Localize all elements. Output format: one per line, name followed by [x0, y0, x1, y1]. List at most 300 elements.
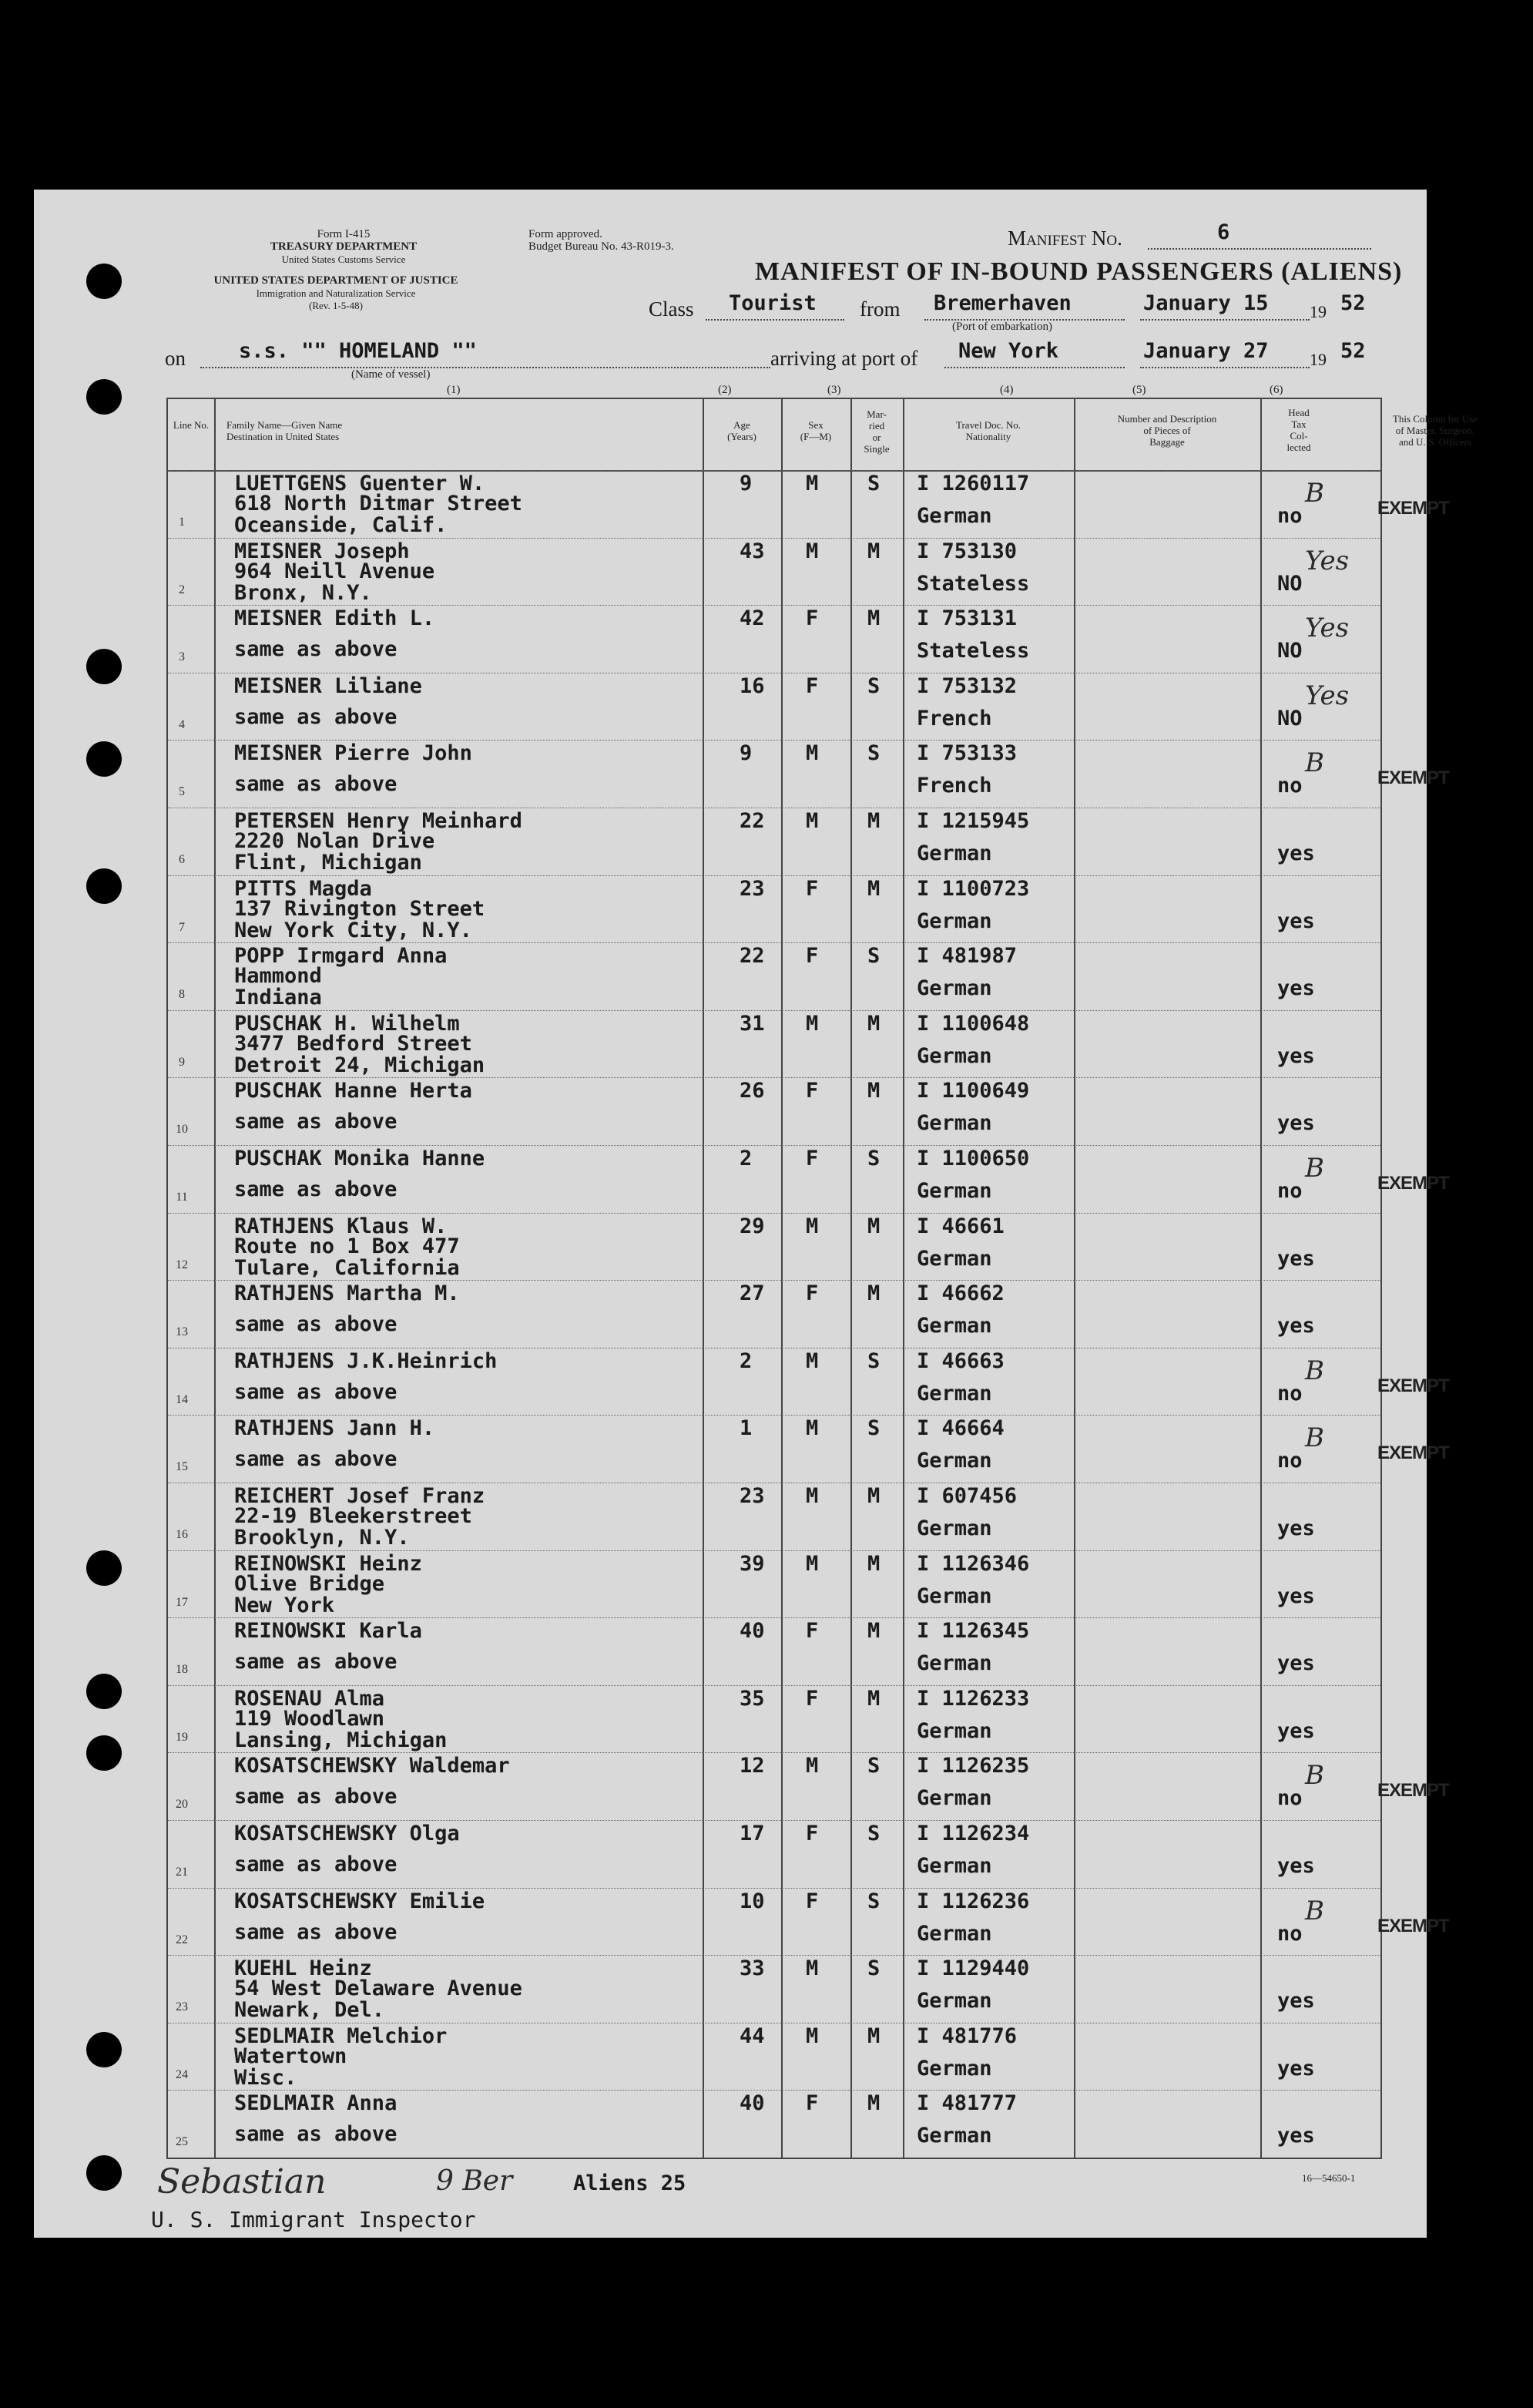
nationality: French: [917, 774, 992, 798]
destination-address: 618 North Ditmar Street: [234, 492, 522, 516]
destination-address: same as above: [234, 1447, 398, 1472]
destination-address: 964 Neill Avenue: [234, 559, 435, 583]
travel-doc-number: I 753133: [917, 741, 1018, 766]
marital-status: S: [867, 1889, 881, 1913]
nationality: German: [917, 1921, 992, 1946]
travel-doc-number: I 1126236: [917, 1889, 1030, 1913]
table-row: [168, 1685, 1380, 1754]
travel-doc-number: I 1126234: [917, 1822, 1030, 1845]
destination-address: same as above: [234, 637, 398, 662]
destination-address: same as above: [234, 1852, 398, 1876]
punch-hole: [86, 264, 122, 299]
destination-address: Flint, Michigan: [234, 851, 422, 875]
head-tax-collected: yes: [1277, 1651, 1315, 1676]
exempt-stamp: EXEMPT: [1377, 1780, 1449, 1802]
passenger-sex: F: [806, 606, 819, 631]
year-prefix: 19: [1310, 350, 1327, 369]
line-number: 24: [176, 2067, 188, 2081]
line-number: 15: [176, 1460, 188, 1474]
passenger-age: 2: [740, 1348, 753, 1373]
destination-address: same as above: [234, 1379, 398, 1404]
nationality: German: [917, 2056, 992, 2081]
exempt-stamp: EXEMPT: [1377, 1915, 1449, 1936]
nationality: German: [917, 1584, 992, 1608]
passenger-sex: F: [806, 673, 819, 698]
head-tax-collected: no: [1277, 504, 1303, 528]
marital-status: M: [867, 1011, 881, 1036]
passenger-age: 16: [740, 673, 765, 698]
table-row: [168, 1550, 1380, 1619]
passenger-name: KUEHL Heinz: [234, 1956, 372, 1981]
marital-status: M: [867, 1551, 881, 1576]
passenger-age: 9: [740, 741, 753, 766]
handwritten-mark: B: [1305, 1355, 1324, 1386]
nationality: German: [917, 1786, 992, 1811]
destination-address: Lansing, Michigan: [234, 1728, 448, 1752]
exempt-stamp: EXEMPT: [1377, 1173, 1449, 1194]
passenger-name: RATHJENS J.K.Heinrich: [234, 1348, 498, 1373]
destination-address: 2220 Nolan Drive: [234, 829, 435, 853]
destination-address: 119 Woodlawn: [234, 1706, 385, 1731]
arrival-port: New York: [958, 339, 1059, 363]
destination-address: Detroit 24, Michigan: [234, 1053, 485, 1077]
passenger-name: PUSCHAK Hanne Herta: [234, 1079, 472, 1103]
nationality: German: [917, 841, 992, 865]
nationality: German: [917, 1651, 992, 1676]
handwritten-mark: B: [1305, 1422, 1324, 1454]
head-tax-collected: yes: [1277, 841, 1315, 865]
marital-status: S: [867, 1348, 881, 1373]
travel-doc-number: I 46663: [917, 1348, 1005, 1373]
head-tax-collected: yes: [1277, 908, 1315, 933]
passenger-name: KOSATSCHEWSKY Emilie: [234, 1889, 485, 1913]
passenger-sex: M: [806, 1348, 819, 1373]
passenger-name: LUETTGENS Guenter W.: [234, 472, 485, 495]
passenger-sex: M: [806, 741, 819, 766]
passenger-name: REINOWSKI Karla: [234, 1619, 422, 1644]
destination-address: New York: [234, 1593, 335, 1617]
vessel-name: s.s. "" HOMELAND "": [239, 339, 477, 363]
head-tax-collected: yes: [1277, 1718, 1315, 1743]
nationality: German: [917, 1043, 992, 1068]
travel-doc-number: I 1100648: [917, 1011, 1030, 1036]
header-baggage: Number and Description of Pieces of Baggage: [1117, 413, 1217, 448]
passenger-sex: M: [806, 1551, 819, 1576]
passenger-name: PUSCHAK Monika Hanne: [234, 1147, 485, 1170]
passenger-age: 31: [740, 1011, 765, 1036]
customs-service: United States Customs Service: [281, 254, 406, 265]
passenger-name: ROSENAU Alma: [234, 1686, 385, 1711]
marital-status: S: [867, 1956, 881, 1981]
handwritten-mark: B: [1305, 1895, 1324, 1926]
marital-status: S: [867, 673, 881, 698]
line-number: 3: [179, 650, 185, 664]
marital-status: M: [867, 809, 881, 833]
marital-status: M: [867, 539, 881, 563]
destination-address: 3477 Bedford Street: [234, 1031, 472, 1056]
passenger-age: 40: [740, 1619, 765, 1644]
travel-doc-number: I 753131: [917, 606, 1018, 631]
destination-address: 137 Rivington Street: [234, 896, 485, 921]
column-number: (4): [1000, 384, 1014, 396]
travel-doc-number: I 46661: [917, 1214, 1005, 1238]
travel-doc-number: I 753132: [917, 673, 1018, 698]
head-tax-collected: yes: [1277, 976, 1315, 1001]
passenger-sex: M: [806, 2023, 819, 2048]
header-age: Age (Years): [727, 419, 756, 442]
passenger-sex: M: [806, 1484, 819, 1508]
page-title: MANIFEST OF IN-BOUND PASSENGERS (ALIENS): [755, 257, 1403, 286]
passenger-name: SEDLMAIR Anna: [234, 2091, 398, 2116]
nationality: German: [917, 908, 992, 933]
line-number: 25: [176, 2135, 188, 2149]
travel-doc-number: I 1100723: [917, 876, 1030, 901]
treasury-department: TREASURY DEPARTMENT: [270, 240, 418, 253]
marital-status: S: [867, 1416, 881, 1441]
destination-address: same as above: [234, 1650, 398, 1674]
destination-address: Indiana: [234, 986, 322, 1010]
from-port: Bremerhaven: [934, 291, 1072, 315]
passenger-age: 2: [740, 1147, 753, 1170]
passenger-age: 44: [740, 2023, 765, 2048]
header-line-no: Line No.: [173, 419, 210, 431]
table-row: [168, 1280, 1380, 1348]
table-row: [168, 2023, 1380, 2091]
header-name: Family Name—Given Name Destination in United States: [226, 419, 343, 442]
passenger-sex: F: [806, 1686, 819, 1711]
table-row: [168, 1888, 1449, 1956]
marital-status: S: [867, 944, 881, 969]
line-number: 11: [176, 1191, 188, 1204]
travel-doc-number: I 1260117: [917, 472, 1030, 495]
line-number: 9: [179, 1055, 185, 1069]
destination-address: Newark, Del.: [234, 1998, 385, 2023]
passenger-rows: [168, 470, 1449, 2158]
passenger-age: 26: [740, 1079, 765, 1103]
passenger-name: SEDLMAIR Melchior: [234, 2023, 448, 2048]
punch-hole: [86, 1674, 122, 1709]
head-tax-collected: yes: [1277, 1246, 1315, 1271]
vessel-caption: (Name of vessel): [351, 368, 431, 381]
nationality: French: [917, 706, 992, 730]
form-number: Form I-415: [317, 228, 371, 240]
travel-doc-number: I 1126233: [917, 1686, 1030, 1711]
arrival-year: 52: [1340, 339, 1366, 363]
nationality: German: [917, 1449, 992, 1473]
travel-doc-number: I 1126345: [917, 1619, 1030, 1644]
passenger-name: RATHJENS Klaus W.: [234, 1214, 448, 1238]
handwritten-mark: Yes: [1305, 680, 1350, 711]
passenger-name: PETERSEN Henry Meinhard: [234, 809, 522, 833]
punch-hole: [86, 868, 122, 904]
table-row: [168, 1820, 1380, 1889]
table-row: [168, 1955, 1380, 2023]
head-tax-collected: no: [1277, 1381, 1303, 1406]
handwritten-mark: B: [1305, 1153, 1324, 1184]
passenger-age: 29: [740, 1214, 765, 1238]
passenger-sex: M: [806, 809, 819, 833]
manifest-no-value: 6: [1217, 220, 1230, 244]
travel-doc-number: I 481776: [917, 2023, 1018, 2048]
punch-hole: [86, 1550, 122, 1586]
destination-address: same as above: [234, 772, 398, 797]
table-row: [168, 1145, 1449, 1214]
marital-status: S: [867, 741, 881, 766]
nationality: Stateless: [917, 571, 1030, 596]
aliens-count: Aliens 25: [573, 2171, 686, 2195]
table-row: [168, 1752, 1449, 1821]
marital-status: M: [867, 2091, 881, 2116]
marital-status: S: [867, 472, 881, 495]
punch-hole: [86, 1735, 122, 1771]
table-row: [168, 1483, 1380, 1551]
marital-status: M: [867, 1484, 881, 1508]
nationality: German: [917, 1314, 992, 1338]
passenger-sex: F: [806, 1281, 819, 1306]
line-number: 8: [179, 988, 185, 1002]
head-tax-collected: yes: [1277, 1854, 1315, 1878]
nationality: Stateless: [917, 639, 1030, 663]
passenger-name: RATHJENS Jann H.: [234, 1416, 435, 1441]
from-label: from: [860, 297, 901, 321]
punch-hole: [86, 2155, 122, 2191]
line-number: 19: [176, 1730, 188, 1744]
year-prefix: 19: [1310, 302, 1327, 321]
passenger-name: MEISNER Pierre John: [234, 741, 472, 766]
line-number: 12: [176, 1258, 188, 1271]
passenger-age: 12: [740, 1754, 765, 1778]
travel-doc-number: I 1100650: [917, 1147, 1030, 1170]
line-number: 14: [176, 1392, 188, 1406]
line-number: 7: [179, 920, 185, 934]
head-tax-collected: NO: [1277, 706, 1303, 730]
travel-doc-number: I 1215945: [917, 809, 1030, 833]
destination-address: same as above: [234, 1312, 398, 1337]
table-row: [168, 875, 1380, 944]
destination-address: same as above: [234, 1110, 398, 1134]
exempt-stamp: EXEMPT: [1377, 498, 1449, 519]
passenger-name: RATHJENS Martha M.: [234, 1281, 460, 1306]
table-row: [168, 1213, 1380, 1281]
manifest-no-label: Manifest No.: [1008, 227, 1122, 250]
travel-doc-number: I 46664: [917, 1416, 1005, 1441]
passenger-name: MEISNER Joseph: [234, 539, 410, 563]
destination-address: Bronx, N.Y.: [234, 580, 372, 605]
department-of-justice: UNITED STATES DEPARTMENT OF JUSTICE: [213, 274, 458, 287]
marital-status: S: [867, 1147, 881, 1170]
passenger-sex: F: [806, 944, 819, 969]
travel-doc-number: I 1126346: [917, 1551, 1030, 1576]
marital-status: M: [867, 1281, 881, 1306]
nationality: German: [917, 1989, 992, 2013]
line-number: 16: [176, 1528, 188, 1541]
marital-status: M: [867, 876, 881, 901]
head-tax-collected: no: [1277, 774, 1303, 798]
passenger-sex: F: [806, 1889, 819, 1913]
header-married: Mar- ried or Single: [864, 408, 890, 455]
passenger-table: [166, 398, 1478, 2159]
passenger-sex: F: [806, 876, 819, 901]
passenger-age: 27: [740, 1281, 765, 1306]
nationality: German: [917, 1111, 992, 1136]
head-tax-collected: no: [1277, 1449, 1303, 1473]
head-tax-collected: NO: [1277, 639, 1303, 663]
travel-doc-number: I 1129440: [917, 1956, 1030, 1981]
table-row: [168, 673, 1380, 741]
passenger-age: 22: [740, 809, 765, 833]
line-number: 18: [176, 1663, 188, 1677]
head-tax-collected: yes: [1277, 1584, 1315, 1608]
head-tax-collected: yes: [1277, 1516, 1315, 1540]
passenger-age: 10: [740, 1889, 765, 1913]
travel-doc-number: I 1126235: [917, 1754, 1030, 1778]
passenger-name: MEISNER Liliane: [234, 673, 422, 698]
marital-status: M: [867, 1686, 881, 1711]
nationality: German: [917, 1718, 992, 1743]
passenger-age: 42: [740, 606, 765, 631]
passenger-sex: F: [806, 1079, 819, 1103]
table-row: [168, 1415, 1449, 1483]
column-number: (5): [1132, 384, 1146, 396]
nationality: German: [917, 2124, 992, 2148]
passenger-sex: F: [806, 1822, 819, 1845]
destination-address: 54 West Delaware Avenue: [234, 1976, 522, 2001]
table-row: [168, 808, 1380, 876]
passenger-name: REICHERT Josef Franz: [234, 1484, 485, 1508]
handwritten-mark: Yes: [1305, 613, 1350, 644]
nationality: German: [917, 1246, 992, 1271]
table-row: [168, 605, 1380, 673]
passenger-name: REINOWSKI Heinz: [234, 1551, 422, 1576]
line-number: 6: [179, 853, 185, 866]
passenger-age: 22: [740, 944, 765, 969]
exempt-stamp: EXEMPT: [1377, 1442, 1449, 1464]
passenger-age: 1: [740, 1416, 753, 1441]
marital-status: M: [867, 1619, 881, 1644]
nationality: German: [917, 976, 992, 1001]
inspector-initials: 9 Ber: [436, 2165, 513, 2197]
header-officers: This Column for Use of Master, Surgeon, and U. S. Officers: [1392, 413, 1478, 448]
budget-bureau: Budget Bureau No. 43-R019-3.: [528, 240, 674, 253]
destination-address: same as above: [234, 2122, 398, 2147]
header-head-tax: Head Tax Col- lected: [1286, 407, 1311, 453]
travel-doc-number: I 607456: [917, 1484, 1018, 1508]
table-row: [168, 538, 1380, 606]
passenger-sex: M: [806, 1956, 819, 1981]
table-row: [168, 470, 1449, 539]
table-row: [168, 942, 1380, 1011]
nationality: German: [917, 1381, 992, 1406]
destination-address: Oceanside, Calif.: [234, 513, 448, 537]
marital-status: M: [867, 1079, 881, 1103]
line-number: 4: [179, 717, 185, 731]
nationality: German: [917, 1516, 992, 1540]
column-number: (1): [447, 384, 461, 396]
destination-address: Brooklyn, N.Y.: [234, 1526, 410, 1550]
arriving-label: arriving at port of: [770, 347, 918, 370]
destination-address: Wisc.: [234, 2065, 297, 2090]
line-number: 21: [176, 1866, 188, 1879]
table-row: [168, 1348, 1449, 1416]
passenger-sex: M: [806, 1754, 819, 1778]
punch-hole: [86, 2032, 122, 2067]
on-label: on: [165, 347, 186, 370]
passenger-name: KOSATSCHEWSKY Olga: [234, 1822, 460, 1845]
handwritten-mark: B: [1305, 1760, 1324, 1792]
passenger-sex: M: [806, 1011, 819, 1036]
line-number: 23: [176, 2000, 188, 2014]
passenger-name: MEISNER Edith L.: [234, 606, 435, 631]
line-number: 5: [179, 785, 185, 799]
travel-doc-number: I 753130: [917, 539, 1018, 563]
marital-status: S: [867, 1822, 881, 1845]
head-tax-collected: yes: [1277, 1989, 1315, 2013]
column-number: (3): [827, 384, 841, 396]
passenger-name: KOSATSCHEWSKY Waldemar: [234, 1754, 510, 1778]
destination-address: New York City, N.Y.: [234, 918, 472, 942]
line-number: 10: [176, 1123, 188, 1137]
exempt-stamp: EXEMPT: [1377, 767, 1449, 789]
nationality: German: [917, 1854, 992, 1878]
travel-doc-number: I 481987: [917, 944, 1018, 969]
passenger-sex: M: [806, 472, 819, 495]
passenger-sex: F: [806, 2091, 819, 2116]
line-number: 13: [176, 1325, 188, 1339]
destination-address: Route no 1 Box 477: [234, 1234, 460, 1258]
destination-address: Hammond: [234, 964, 322, 989]
head-tax-collected: yes: [1277, 2056, 1315, 2081]
nationality: German: [917, 504, 992, 528]
arrival-date: January 27: [1143, 339, 1269, 363]
passenger-sex: M: [806, 539, 819, 563]
marital-status: M: [867, 1214, 881, 1238]
line-number: 22: [176, 1933, 188, 1946]
destination-address: Olive Bridge: [234, 1571, 385, 1596]
marital-status: M: [867, 606, 881, 631]
passenger-age: 33: [740, 1956, 765, 1981]
destination-address: same as above: [234, 1177, 398, 1201]
handwritten-mark: B: [1305, 478, 1324, 509]
punch-hole: [86, 741, 122, 777]
passenger-sex: M: [806, 1214, 819, 1238]
destination-address: same as above: [234, 704, 398, 729]
head-tax-collected: yes: [1277, 1314, 1315, 1338]
table-row: [168, 1010, 1380, 1079]
departure-year: 52: [1340, 291, 1366, 315]
passenger-name: PUSCHAK H. Wilhelm: [234, 1011, 460, 1036]
passenger-sex: F: [806, 1147, 819, 1170]
punch-hole: [86, 379, 122, 415]
header-sex: Sex (F—M): [800, 419, 832, 442]
revision: (Rev. 1-5-48): [309, 300, 363, 311]
passenger-name: PITTS Magda: [234, 876, 372, 901]
passenger-age: 43: [740, 539, 765, 563]
ins-label: Immigration and Naturalization Service: [256, 287, 416, 299]
head-tax-collected: yes: [1277, 1111, 1315, 1136]
passenger-age: 40: [740, 2091, 765, 2116]
line-number: 20: [176, 1798, 188, 1812]
port-embarkation-caption: (Port of embarkation): [952, 321, 1052, 333]
header-travel-doc: Travel Doc. No. Nationality: [955, 419, 1021, 442]
head-tax-collected: NO: [1277, 571, 1303, 596]
passenger-age: 17: [740, 1822, 765, 1845]
table-row: [168, 1077, 1380, 1146]
passenger-age: 23: [740, 1484, 765, 1508]
head-tax-collected: yes: [1277, 1043, 1315, 1068]
form-approved: Form approved.: [528, 228, 602, 240]
passenger-age: 23: [740, 876, 765, 901]
passenger-sex: F: [806, 1619, 819, 1644]
